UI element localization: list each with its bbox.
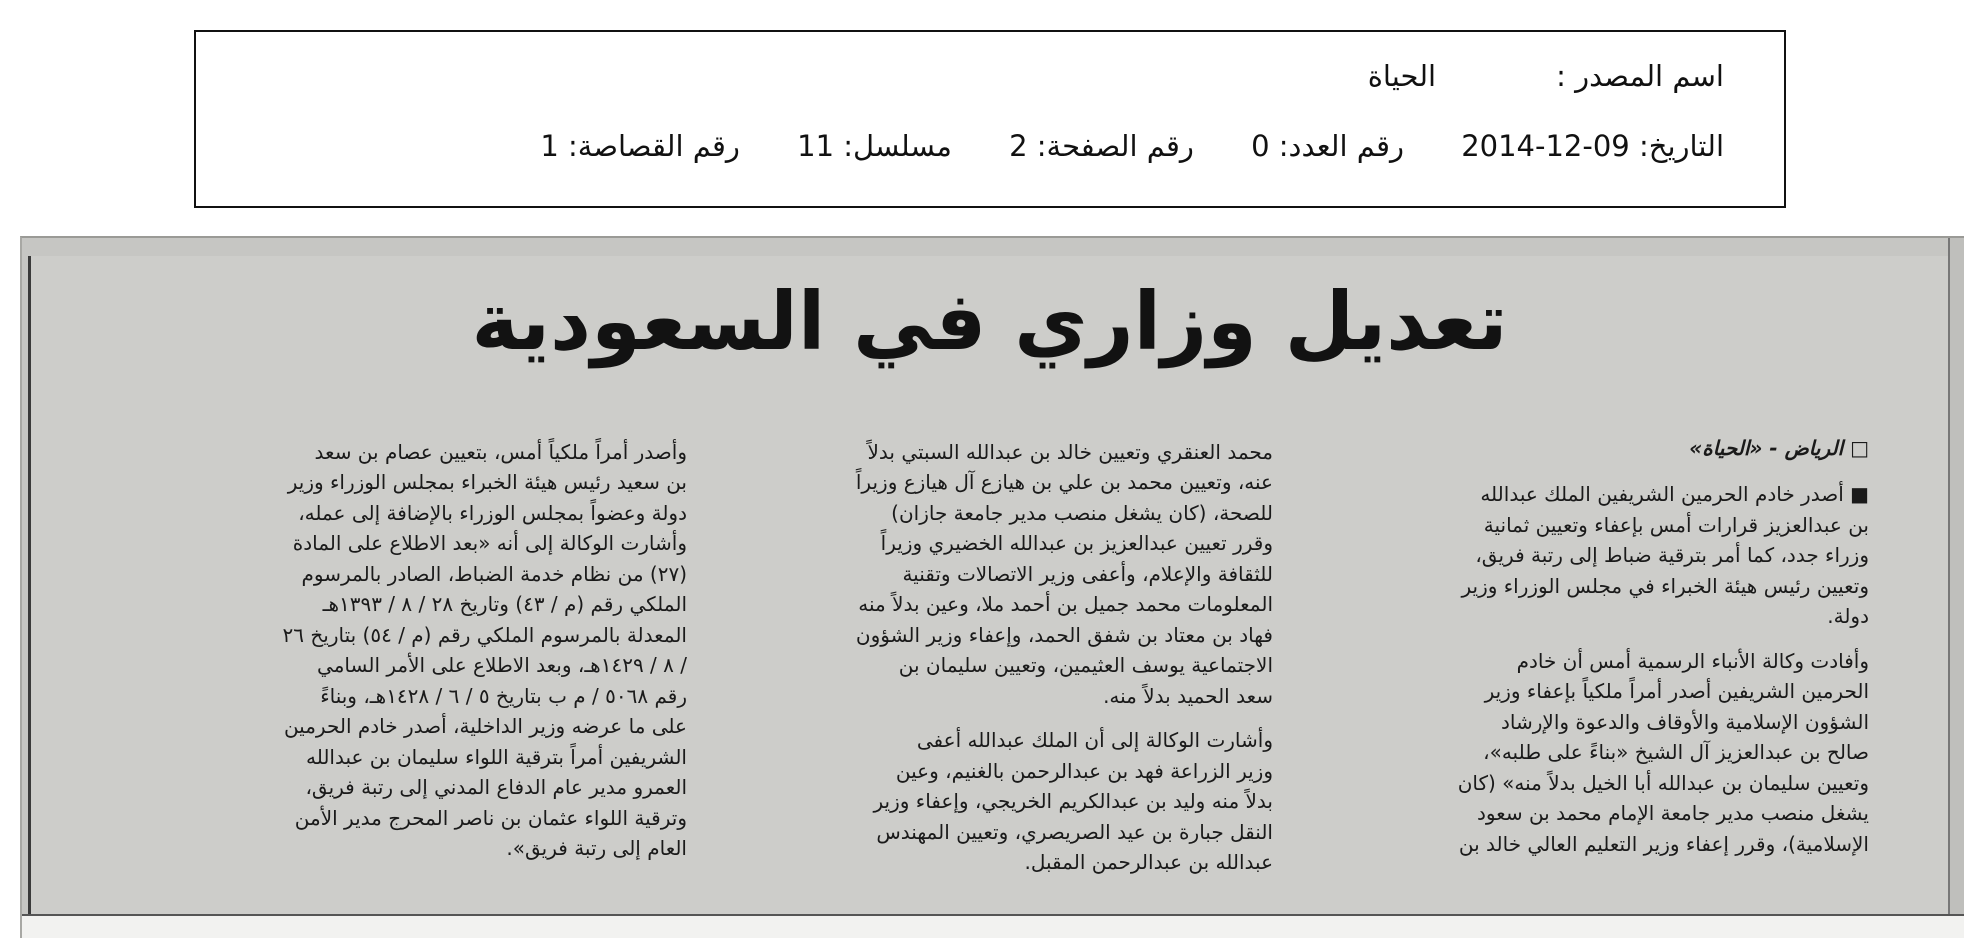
source-row	[1368, 58, 1724, 94]
newspaper-clipping	[20, 236, 1964, 938]
page-label: رقم الصفحة:	[1036, 129, 1194, 163]
column-right	[1293, 402, 1869, 859]
serial-label: مسلسل:	[843, 129, 952, 163]
column-middle-paragraph-2: وأشارت الوكالة إلى أن الملك عبدالله أعفى وزير الزراعة فهد بن عبدالرحمن بالغنيم، وعين بدلاً منه وليد بن عبدالكريم الخريجي، وإعفاء وزير النقل جبارة بن عيد الصريصري، وتعيين المهندس عبدالله بن عبدالرحمن المقبل.	[873, 728, 1273, 874]
clip-value: 1	[540, 129, 559, 163]
column-right-paragraph-1: ■ أصدر خادم الحرمين الشريفين الملك عبدالله بن عبدالعزيز قرارات أمس بإعفاء وتعيين ثمانية وزراء جدد، كما أمر بترقية ضباط إلى رتبة فريق، وتعيين رئيس هيئة الخبراء في مجلس الوزراء وزير دولة.	[1461, 482, 1869, 628]
column-middle	[707, 406, 1273, 878]
serial-value: 11	[797, 129, 835, 163]
column-right-paragraph-2: وأفادت وكالة الأنباء الرسمية أمس أن خادم الحرمين الشريفين أصدر أمراً ملكياً بإعفاء وزير الشؤون الإسلامية والأوقاف والدعوة والإرشاد صالح بن عبدالعزيز آل الشيخ «بناءً على طلبه»، وتعيين سليمان بن عبدالله أبا الخيل بدلاً منه» (كان يشغل منصب مدير جامعة الإمام محمد بن سعود الإسلامية)، وقرر إعفاء وزير التعليم العالي خالد بن	[1457, 648, 1869, 856]
meta-row	[540, 128, 1724, 164]
source-value: الحياة	[1367, 59, 1437, 93]
issue-value: 0	[1251, 129, 1270, 163]
article-dateline: □ الرياض - «الحياة»	[1689, 435, 1869, 460]
source-info-box	[194, 30, 1786, 208]
date-value: 2014-12-09	[1461, 129, 1630, 163]
clipping-edge-right	[1948, 238, 1964, 938]
issue-label: رقم العدد:	[1278, 129, 1404, 163]
page-value: 2	[1009, 129, 1028, 163]
column-left	[67, 406, 687, 864]
column-left-paragraph-1: وأصدر أمراً ملكياً أمس، بتعيين عصام بن سعد بن سعيد رئيس هيئة الخبراء بمجلس الوزراء وزير دولة وعضواً بمجلس الوزراء بالإضافة إلى عمله، وأشارت الوكالة إلى أنه «بعد الاطلاع على المادة (٢٧) من نظام خدمة الضباط، الصادر بالمرسوم الملكي رقم (م / ٤٣) وتاريخ ٢٨ / ٨ / ١٣٩٣هـ المعدلة بالمرسوم الملكي رقم (م / ٥٤) بتاريخ ٢٦ / ٨ / ١٤٢٩هـ، وبعد الاطلاع على الأمر السامي رقم ٥٠٦٨ / م ب بتاريخ ٥ / ٦ / ١٤٢٨هـ، وبناءً على ما عرضه وزير الداخلية، أصدر خادم الحرمين الشريفين أمراً بترقية اللواء سليمان بن عبدالله العمرو مدير عام الدفاع المدني إلى رتبة فريق، وترقية اللواء عثمان بن ناصر المحرج مدير الأمن العام إلى رتبة فريق».	[282, 439, 687, 860]
date-label: التاريخ:	[1638, 129, 1724, 163]
clipping-article	[28, 256, 1950, 916]
clipping-edge-bottom	[22, 914, 1964, 938]
column-middle-paragraph-1: محمد العنقري وتعيين خالد بن عبدالله السبتي بدلاً عنه، وتعيين محمد بن علي بن هيازع آل هيازع وزيراً للصحة، (كان يشغل منصب مدير جامعة جازان) وقرر تعيين عبدالعزيز بن عبدالله الخضيري وزيراً للثقافة والإعلام، وأعفى وزير الاتصالات وتقنية المعلومات محمد جميل بن أحمد ملا، وعين بدلاً منه فهاد بن معتاد بن شفق الحمد، وإعفاء وزير الشؤون الاجتماعية يوسف العثيمين، وتعيين سليمان بن سعد الحميد بدلاً منه.	[855, 439, 1273, 708]
source-label: اسم المصدر :	[1556, 59, 1724, 93]
clip-label: رقم القصاصة:	[568, 129, 740, 163]
article-headline: تعديل وزاري في السعودية	[471, 275, 1508, 368]
